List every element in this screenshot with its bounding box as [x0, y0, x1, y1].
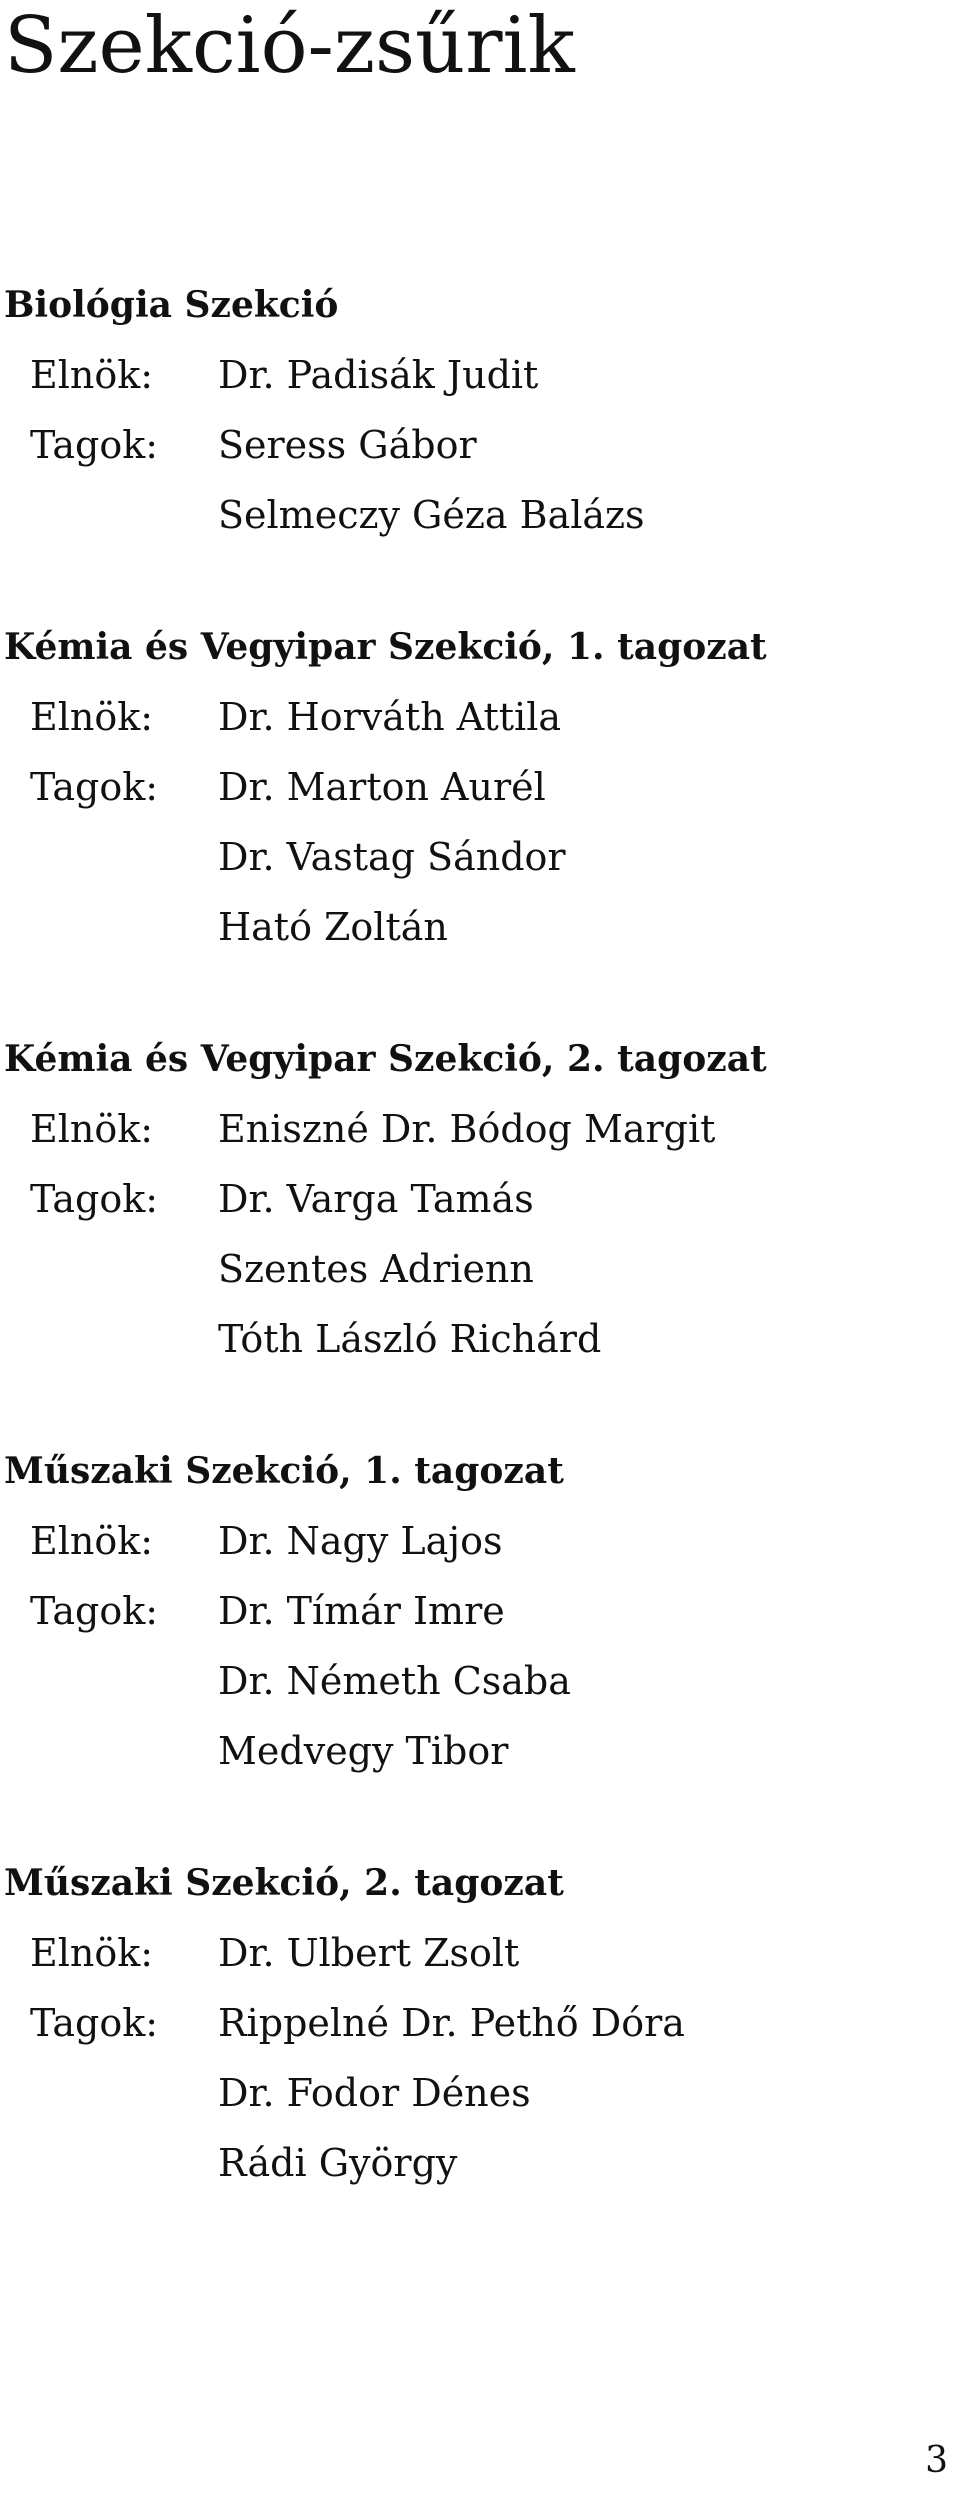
section-kemia-1	[4, 612, 944, 962]
section-roster	[4, 682, 944, 962]
chair-name: Dr. Nagy Lajos	[218, 1519, 503, 1563]
chair-row	[4, 1094, 944, 1164]
chair-label: Elnök:	[30, 1107, 154, 1151]
member-names	[218, 1988, 944, 2198]
chair-row	[4, 682, 944, 752]
member-names	[218, 1164, 944, 1374]
section-title: Biológia Szekció	[4, 284, 339, 326]
chair-name: Dr. Ulbert Zsolt	[218, 1931, 520, 1975]
chair-row	[4, 340, 944, 410]
members-row	[4, 752, 944, 962]
chair-label: Elnök:	[30, 695, 154, 739]
jury-sections	[4, 270, 944, 2260]
member-name: Dr. Fodor Dénes	[218, 2071, 531, 2115]
section-kemia-2	[4, 1024, 944, 1374]
members-label: Tagok:	[30, 1177, 159, 1221]
section-roster	[4, 340, 944, 550]
chair-label: Elnök:	[30, 353, 154, 397]
member-name: Dr. Tímár Imre	[218, 1589, 505, 1633]
chair-name: Eniszné Dr. Bódog Margit	[218, 1107, 716, 1151]
page-number: 3	[925, 2440, 948, 2481]
member-name: Selmeczy Géza Balázs	[218, 493, 645, 537]
member-name: Rippelné Dr. Pethő Dóra	[218, 2001, 685, 2045]
member-name: Rádi György	[218, 2141, 458, 2185]
section-biologia	[4, 270, 944, 550]
members-row	[4, 1576, 944, 1786]
section-title: Műszaki Szekció, 2. tagozat	[4, 1862, 564, 1904]
page-title: Szekció-zsűrik	[4, 1, 575, 91]
members-row	[4, 1164, 944, 1374]
member-name: Ható Zoltán	[218, 905, 448, 949]
chair-names	[218, 1094, 944, 1164]
member-names	[218, 752, 944, 962]
members-label: Tagok:	[30, 1589, 159, 1633]
section-muszaki-2	[4, 1848, 944, 2198]
member-names	[218, 410, 944, 550]
chair-label: Elnök:	[30, 1931, 154, 1975]
member-name: Dr. Varga Tamás	[218, 1177, 534, 1221]
section-title: Kémia és Vegyipar Szekció, 2. tagozat	[4, 1038, 767, 1080]
member-name: Dr. Marton Aurél	[218, 765, 546, 809]
chair-name: Dr. Horváth Attila	[218, 695, 562, 739]
members-label: Tagok:	[30, 765, 159, 809]
chair-name: Dr. Padisák Judit	[218, 353, 539, 397]
chair-names	[218, 340, 944, 410]
chair-names	[218, 682, 944, 752]
member-name: Medvegy Tibor	[218, 1729, 509, 1773]
section-title: Műszaki Szekció, 1. tagozat	[4, 1450, 564, 1492]
section-muszaki-1	[4, 1436, 944, 1786]
member-name: Tóth László Richárd	[218, 1317, 602, 1361]
members-label: Tagok:	[30, 2001, 159, 2045]
member-name: Szentes Adrienn	[218, 1247, 534, 1291]
member-names	[218, 1576, 944, 1786]
member-name: Dr. Vastag Sándor	[218, 835, 566, 879]
chair-label: Elnök:	[30, 1519, 154, 1563]
section-roster	[4, 1918, 944, 2198]
members-row	[4, 410, 944, 550]
member-name: Seress Gábor	[218, 423, 477, 467]
chair-names	[218, 1918, 944, 1988]
chair-row	[4, 1506, 944, 1576]
section-title: Kémia és Vegyipar Szekció, 1. tagozat	[4, 626, 767, 668]
section-roster	[4, 1506, 944, 1786]
section-roster	[4, 1094, 944, 1374]
chair-row	[4, 1918, 944, 1988]
member-name: Dr. Németh Csaba	[218, 1659, 571, 1703]
chair-names	[218, 1506, 944, 1576]
members-row	[4, 1988, 944, 2198]
members-label: Tagok:	[30, 423, 159, 467]
